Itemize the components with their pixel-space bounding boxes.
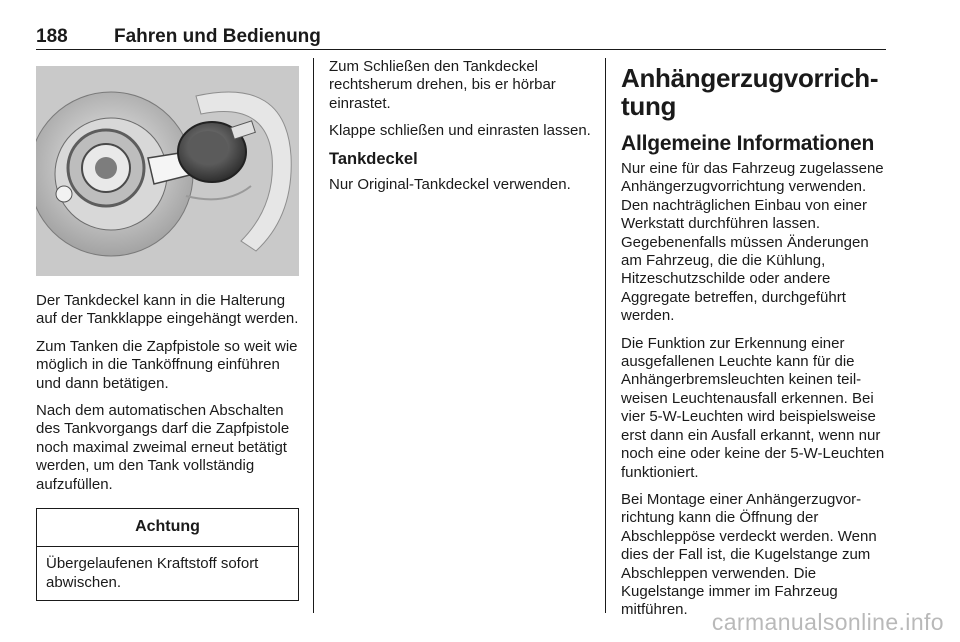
paragraph: Nur Original-Tankdeckel verwenden. — [329, 176, 571, 194]
paragraph: Nur eine für das Fahrzeug zugelassene Anhängerzugvorrichtung verwenden. Den nachträglichen Einbau von einer Werkstatt durchführen lassen. Gegebenenfalls müssen Änderungen am Fahrzeug, die die Kühlung, Hitzeschutzschilde oder andere Aggregate betreffen, durchgeführt werden. — [621, 160, 884, 325]
header-divider — [36, 49, 886, 50]
column-divider — [605, 58, 606, 613]
paragraph: Bei Montage einer Anhängerzugvorrichtung kann die Öffnung der Abschleppöse verdeckt werden. Wenn dies der Fall ist, die Kugelstange zum Abschleppen verwenden. Die Kugelstange immer im Fahrzeug mitführen. — [621, 490, 877, 619]
paragraph: Zum Tanken die Zapfpistole so weit wie möglich in die Tanköffnung einführen und dann betätigen. — [36, 337, 298, 392]
section-subheading: Tankdeckel — [329, 149, 418, 168]
caution-text: Übergelaufenen Kraftstoff sofort abwischen. — [46, 555, 259, 591]
paragraph: Nach dem automatischen Abschalten des Tankvorgangs darf die Zapfpistole noch maximal zweimal erneut betätigt werden, um den Tank vollständig aufzufüllen. — [36, 402, 290, 493]
caution-title: Achtung — [37, 509, 298, 547]
page-number: 188 — [36, 26, 68, 47]
chapter-title: Fahren und Bedienung — [114, 26, 321, 47]
paragraph: Die Funktion zur Erkennung einer ausgefallenen Leuchte kann für die Anhängerbremsleuchten keinen teilweisen Leuchtenausfall erkennen. Bei vier 5-W-Leuchten wird beispielsweise erst dann ein Ausfall erkannt, wenn nur noch eine oder keine der 5-W-Leuchten funktioniert. — [621, 334, 885, 481]
paragraph: Zum Schließen den Tankdeckel rechtsherum drehen, bis er hörbar einrastet. — [329, 58, 556, 112]
left-column — [36, 58, 299, 601]
paragraph: Klappe schließen und einrasten lassen. — [329, 122, 591, 140]
middle-column — [329, 58, 591, 203]
page-header — [36, 20, 886, 52]
paragraph: Der Tankdeckel kann in die Halterung auf der Tankklappe eingehängt werden. — [36, 292, 299, 328]
caution-box — [36, 508, 299, 601]
column-divider — [313, 58, 314, 613]
fuel-filler-cap-photo — [36, 66, 299, 276]
section-heading: Anhängerzugvorrichtung — [621, 63, 879, 121]
section-subheading: Allgemeine Informationen — [621, 132, 875, 155]
watermark: carmanualsonline.info — [711, 609, 944, 635]
right-column — [621, 58, 887, 629]
